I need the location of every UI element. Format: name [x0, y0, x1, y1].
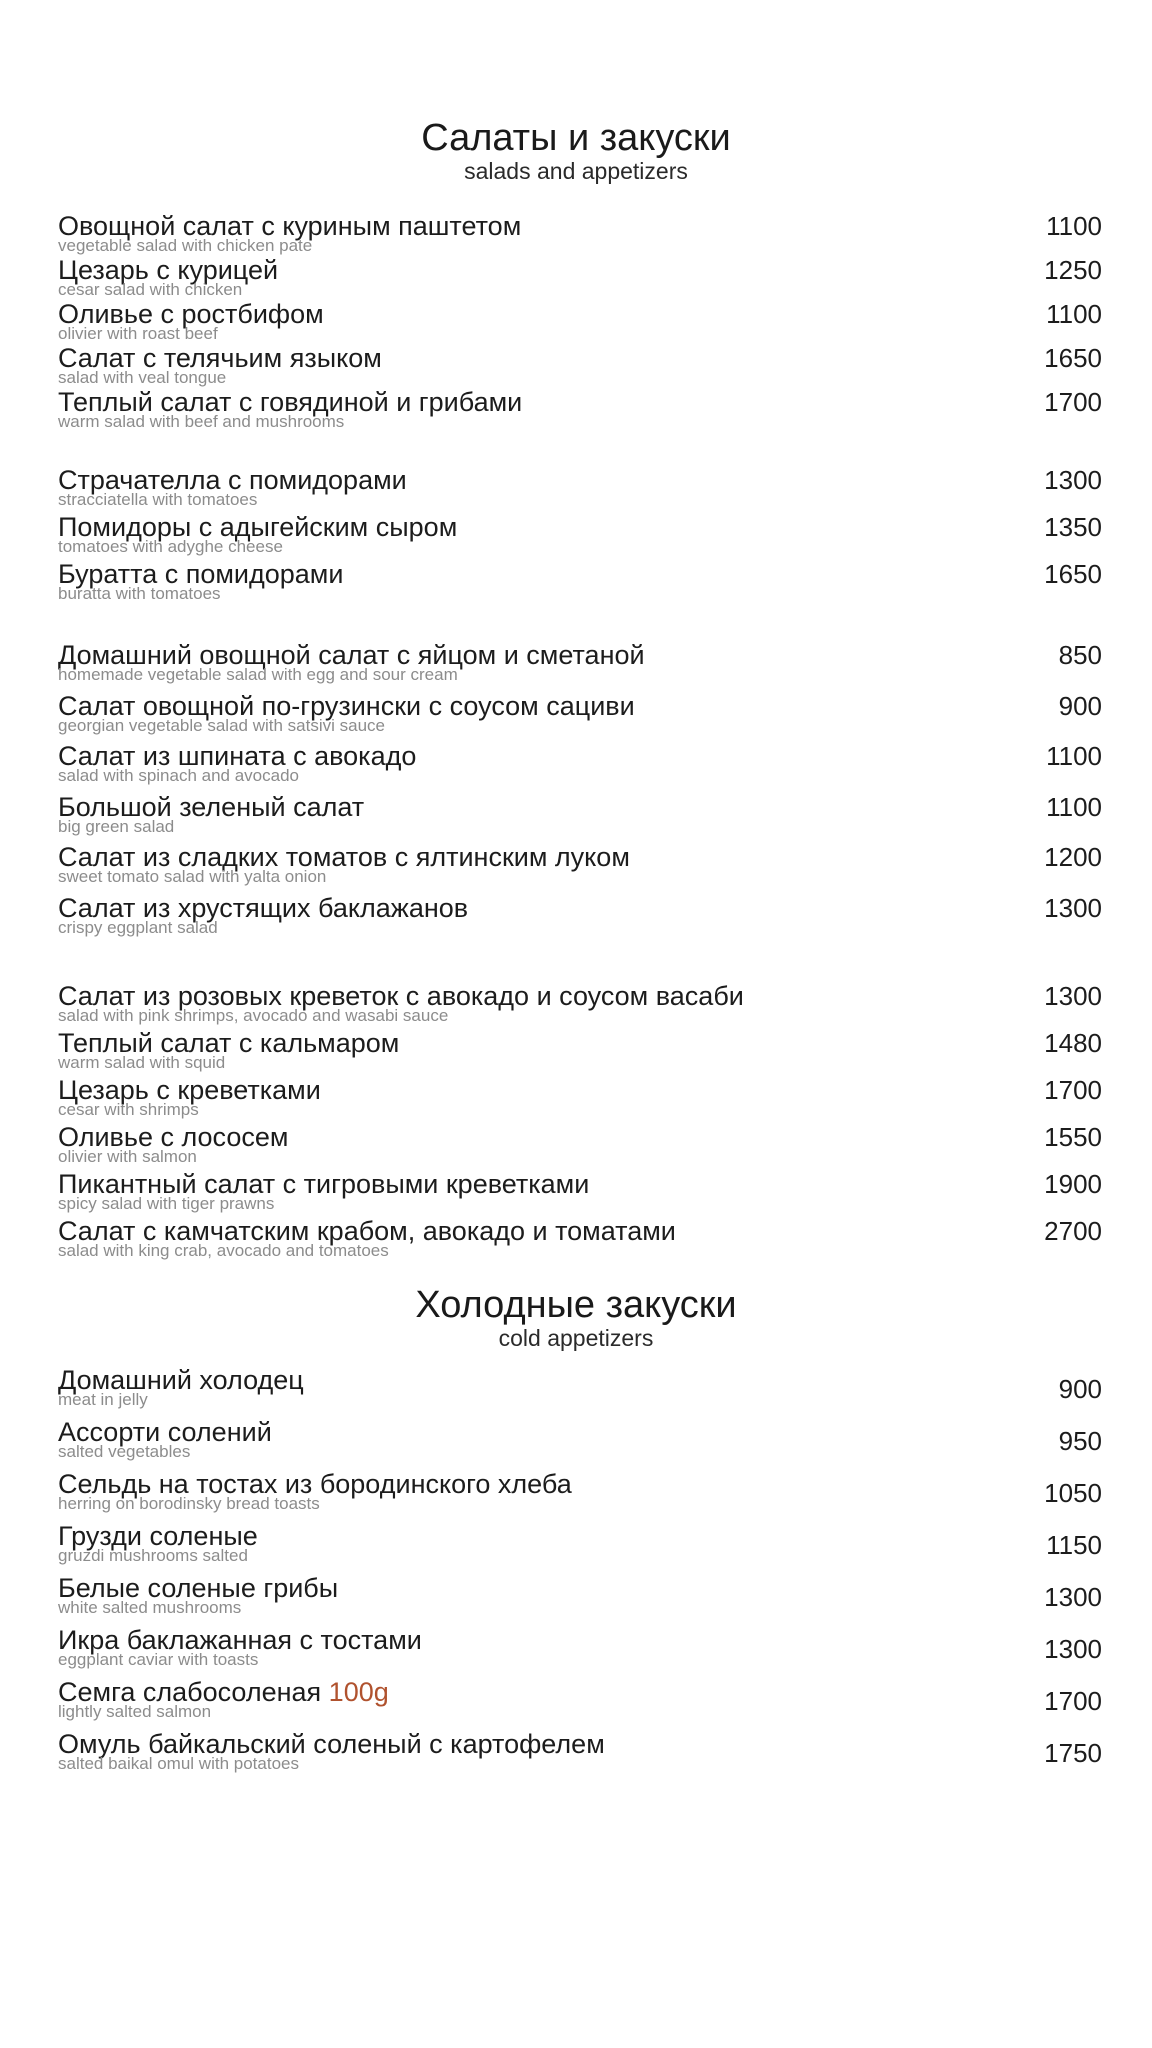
item-english-name: warm salad with squid — [58, 1053, 226, 1072]
menu-group-2 — [58, 465, 1102, 606]
item-english-name: olivier with salmon — [58, 1147, 197, 1166]
item-english-name: meat in jelly — [58, 1390, 148, 1409]
item-english-name: salad with veal tongue — [58, 368, 227, 387]
item-price: 1050 — [1044, 1478, 1102, 1508]
item-name: Салат овощной по-грузински с соусом сациви — [58, 690, 635, 721]
item-price: 1100 — [1046, 741, 1102, 771]
item-price: 1100 — [1046, 299, 1102, 329]
item-weight: 100g — [328, 1677, 389, 1707]
item-price: 1300 — [1044, 981, 1102, 1011]
section-header-salads — [0, 118, 1152, 184]
item-name: Теплый салат с кальмаром — [58, 1028, 400, 1058]
item-name: Цезарь с курицей — [58, 255, 279, 285]
item-price: 1300 — [1044, 1582, 1102, 1612]
item-name: Омуль байкальский соленый с картофелем — [58, 1729, 605, 1759]
menu-item — [58, 512, 1102, 559]
item-price: 1150 — [1046, 1530, 1102, 1560]
item-english-name: big green salad — [58, 816, 175, 836]
item-english-name: georgian vegetable salad with satsivi sauce — [58, 715, 385, 735]
item-price: 1300 — [1044, 892, 1102, 923]
item-english-name: eggplant caviar with toasts — [58, 1650, 259, 1669]
item-price: 1650 — [1044, 343, 1102, 373]
item-price: 1650 — [1044, 559, 1102, 589]
item-price: 1300 — [1044, 1634, 1102, 1664]
menu-item — [58, 559, 1102, 606]
item-name: Страчателла с помидорами — [58, 465, 407, 495]
item-english-name: sweet tomato salad with yalta onion — [58, 867, 327, 886]
item-price: 1100 — [1046, 791, 1102, 822]
item-english-name: salted baikal omul with potatoes — [58, 1754, 299, 1773]
item-name: Овощной салат с куриным паштетом — [58, 211, 522, 241]
item-english-name: tomatoes with adyghe cheese — [58, 537, 283, 556]
item-english-name: cesar with shrimps — [58, 1100, 199, 1119]
menu-item — [58, 211, 1102, 255]
section-subtitle: salads and appetizers — [464, 158, 688, 184]
menu-item — [58, 343, 1102, 387]
item-price: 1700 — [1044, 387, 1102, 417]
menu-item — [58, 1216, 1102, 1263]
item-english-name: cesar salad with chicken — [58, 280, 243, 299]
menu-item — [58, 1028, 1102, 1075]
menu-item — [58, 981, 1102, 1028]
item-english-name: gruzdi mushrooms salted — [58, 1546, 248, 1565]
menu-item — [58, 1075, 1102, 1122]
item-price: 1700 — [1044, 1075, 1102, 1105]
menu-item — [58, 387, 1102, 431]
menu-item — [58, 1365, 1102, 1417]
menu-item — [58, 1169, 1102, 1216]
item-name: Пикантный салат с тигровыми креветками — [58, 1169, 590, 1199]
item-english-name: salad with spinach and avocado — [58, 766, 299, 785]
item-english-name: herring on borodinsky bread toasts — [58, 1494, 320, 1513]
menu-item — [58, 1677, 1102, 1729]
item-name: Ассорти солений — [58, 1417, 272, 1447]
item-name: Салат из розовых креветок с авокадо и соусом васаби — [58, 981, 744, 1011]
item-english-name: salted vegetables — [58, 1442, 191, 1461]
item-english-name: crispy eggplant salad — [58, 917, 218, 937]
item-name: Салат с телячьим языком — [58, 343, 382, 373]
item-name: Салат из сладких томатов с ялтинским луком — [58, 842, 630, 872]
item-price: 1300 — [1044, 465, 1102, 495]
item-name: Оливье с ростбифом — [58, 299, 324, 329]
menu-group-4 — [58, 981, 1102, 1263]
item-english-name: salad with king crab, avocado and tomatoes — [58, 1241, 389, 1260]
item-price: 1700 — [1044, 1686, 1102, 1716]
item-price: 1250 — [1044, 255, 1102, 285]
item-price: 1480 — [1044, 1028, 1102, 1058]
item-english-name: vegetable salad with chicken pate — [58, 236, 313, 255]
item-english-name: buratta with tomatoes — [58, 584, 221, 603]
item-name: Домашний овощной салат с яйцом и сметаной — [58, 640, 645, 670]
item-price: 1750 — [1044, 1738, 1102, 1768]
item-price: 900 — [1058, 690, 1102, 721]
menu-item — [58, 842, 1102, 893]
menu-item — [58, 255, 1102, 299]
menu-item — [58, 1122, 1102, 1169]
item-price: 950 — [1058, 1426, 1102, 1456]
item-name: Салат с камчатским крабом, авокадо и томатами — [58, 1216, 676, 1246]
menu-item — [58, 299, 1102, 343]
item-english-name: stracciatella with tomatoes — [58, 490, 258, 509]
menu-item — [58, 1417, 1102, 1469]
menu-item — [58, 691, 1102, 742]
item-price: 850 — [1058, 640, 1102, 670]
item-price: 1200 — [1044, 842, 1102, 872]
item-name: Помидоры с адыгейским сыром — [58, 512, 458, 542]
menu-item — [58, 465, 1102, 512]
item-name: Большой зеленый салат — [58, 791, 365, 822]
item-name: Салат из хрустящих баклажанов — [58, 892, 469, 923]
menu-item — [58, 1573, 1102, 1625]
item-name: Сельдь на тостах из бородинского хлеба — [58, 1469, 572, 1499]
item-english-name: white salted mushrooms — [58, 1598, 242, 1617]
item-english-name: spicy salad with tiger prawns — [58, 1194, 275, 1213]
item-price: 900 — [1058, 1374, 1102, 1404]
item-english-name: warm salad with beef and mushrooms — [58, 412, 345, 431]
item-name: Домашний холодец — [58, 1365, 304, 1395]
item-name: Белые соленые грибы — [58, 1573, 339, 1603]
section-subtitle: cold appetizers — [498, 1325, 654, 1351]
menu-group-5 — [58, 1365, 1102, 1781]
item-name: Теплый салат с говядиной и грибами — [58, 387, 523, 417]
item-price: 2700 — [1044, 1216, 1102, 1246]
section-title: Холодные закуски — [415, 1284, 737, 1326]
menu-item — [58, 640, 1102, 691]
menu-item — [58, 792, 1102, 843]
menu-item — [58, 1729, 1102, 1781]
item-english-name: homemade vegetable salad with egg and sour cream — [58, 665, 458, 684]
item-name: Оливье с лососем — [58, 1122, 289, 1152]
item-name: Салат из шпината с авокадо — [58, 741, 417, 771]
item-name: Буратта с помидорами — [58, 559, 344, 589]
item-english-name: lightly salted salmon — [58, 1702, 212, 1721]
item-name: Цезарь с креветками — [58, 1075, 321, 1105]
menu-item — [58, 893, 1102, 944]
menu-item — [58, 1625, 1102, 1677]
menu-group-3 — [58, 640, 1102, 943]
item-name-text: Семга слабосоленая — [58, 1677, 322, 1707]
item-price: 1900 — [1044, 1169, 1102, 1199]
item-english-name: salad with pink shrimps, avocado and wasabi sauce — [58, 1006, 449, 1025]
item-name: Грузди соленые — [58, 1521, 258, 1551]
menu-item — [58, 1521, 1102, 1573]
menu-group-1 — [58, 211, 1102, 431]
menu-item — [58, 741, 1102, 792]
item-english-name: olivier with roast beef — [58, 324, 218, 343]
item-price: 1350 — [1044, 512, 1102, 542]
section-title: Салаты и закуски — [421, 117, 731, 159]
item-name: Икра баклажанная с тостами — [58, 1625, 422, 1655]
menu-item — [58, 1469, 1102, 1521]
item-price: 1100 — [1046, 211, 1102, 241]
item-price: 1550 — [1044, 1122, 1102, 1152]
section-header-cold-appetizers — [0, 1285, 1152, 1351]
